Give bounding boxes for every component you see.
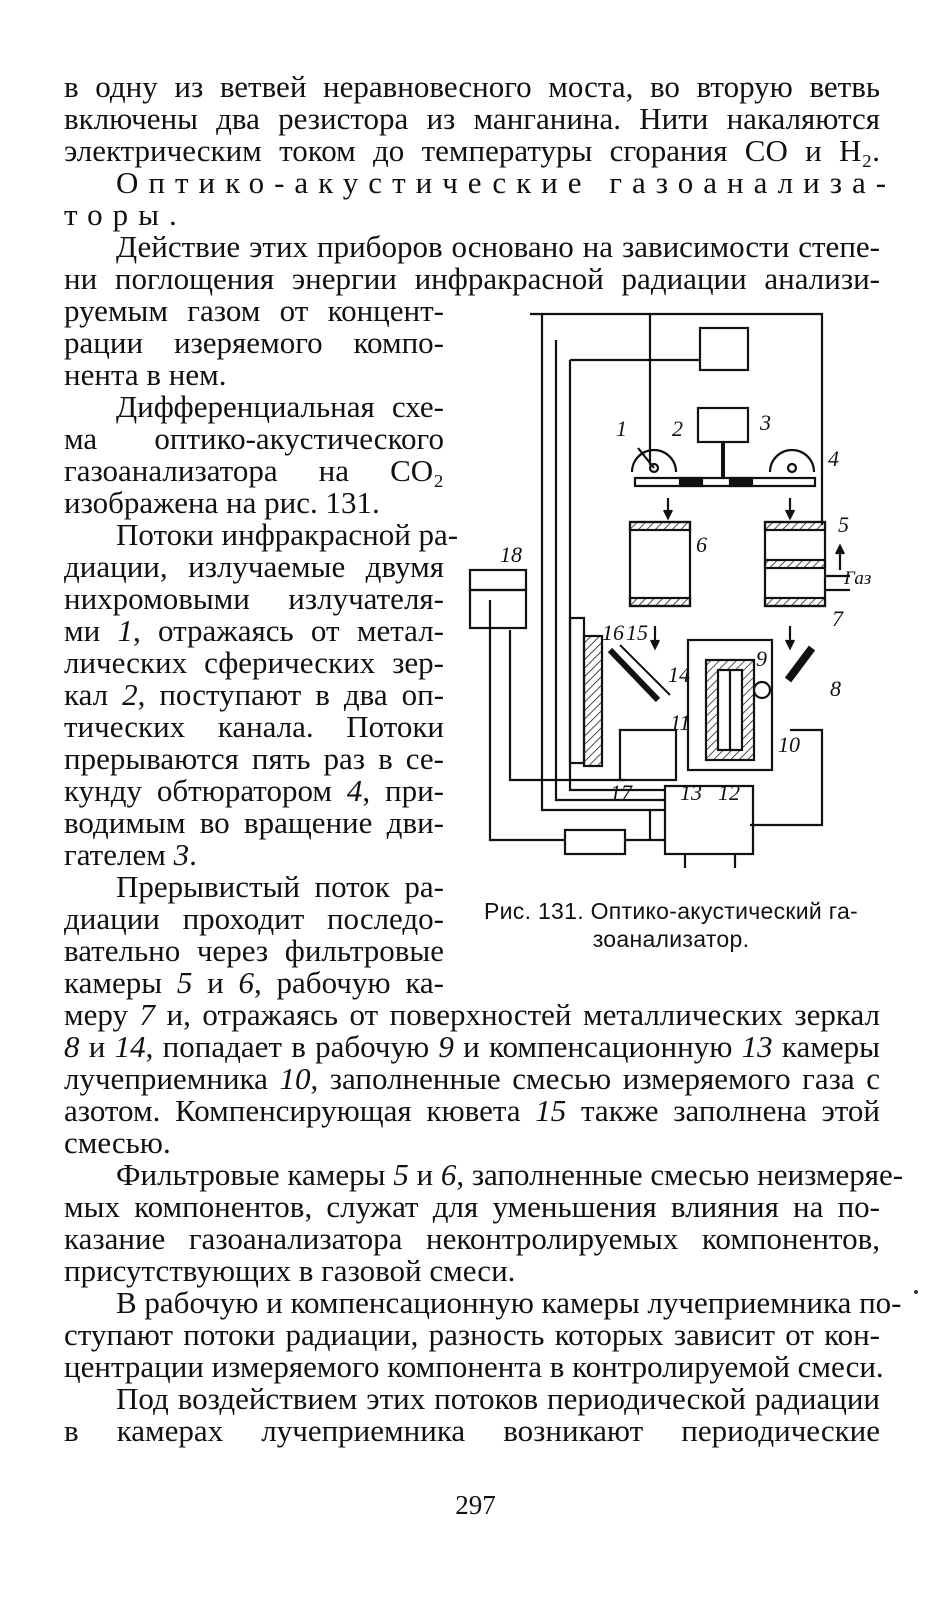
text-line: Под воздействием этих потоков периодической радиации — [116, 1381, 880, 1416]
text-line: включены два резистора из манганина. Нити накаляются — [64, 101, 880, 136]
text-run: , поступают в два оп- — [137, 677, 445, 712]
ref-number: 7 — [139, 997, 155, 1032]
text-run: также заполнена этой — [566, 1093, 880, 1128]
ref-number: 10 — [279, 1061, 311, 1096]
text-run: , рабочую ка- — [254, 965, 444, 1000]
text-run: кал — [64, 677, 123, 712]
label-11: 11 — [670, 710, 691, 735]
text-run: азотом. Компенсирующая кювета — [64, 1093, 536, 1128]
filter-chamber-6 — [630, 522, 690, 606]
caption-line: Рис. 131. Оптико-акустический га- — [483, 898, 858, 924]
text-run: лучеприемника — [64, 1061, 280, 1096]
text-line: мых компонентов, служат для уменьшения влияния на по- — [64, 1189, 880, 1224]
label-2: 2 — [672, 416, 683, 441]
recorder-block-18 — [470, 590, 526, 628]
label-18: 18 — [500, 542, 522, 567]
text-run: камеры — [64, 965, 177, 1000]
text-line — [64, 614, 444, 648]
label-3: 3 — [760, 410, 771, 435]
label-7: 7 — [832, 606, 843, 631]
label-4: 4 — [828, 446, 839, 471]
mirror-left — [632, 450, 676, 472]
text-line — [64, 774, 444, 808]
figure-131 — [460, 300, 900, 890]
label-17: 17 — [610, 780, 632, 805]
text-line — [64, 1094, 880, 1128]
text-run: , заполненные смесью измеряемого газа с — [310, 1061, 880, 1096]
gas-analyzer-schematic — [460, 300, 900, 890]
label-14: 14 — [668, 662, 690, 687]
text-line: ма оптико-акустического — [64, 421, 444, 456]
label-10: 10 — [778, 732, 800, 757]
text-line: водимым во вращение дви- — [64, 805, 444, 840]
text-line: в одну из ветвей неравновесного моста, во вторую ветвь — [64, 69, 880, 104]
comb-column — [570, 618, 584, 763]
text-line: ни поглощения энергии инфракрасной радиации анализи- — [64, 261, 880, 296]
text-run: и — [192, 965, 239, 1000]
text-run: , попадает в рабочую — [145, 1029, 439, 1064]
text-run: . — [189, 837, 197, 872]
label-8: 8 — [830, 676, 841, 701]
label-13: 13 — [680, 780, 702, 805]
text-run: меру — [64, 997, 140, 1032]
text-line: Потоки инфракрасной ра- — [116, 517, 459, 552]
caption-line: зоанализатор. — [592, 926, 750, 952]
text-line — [64, 1030, 880, 1064]
mirror-right — [770, 450, 814, 472]
motor — [698, 408, 748, 442]
text-line — [64, 966, 444, 1000]
text-run: и, отражаясь от поверхностей металлических зеркал — [155, 997, 881, 1032]
text-line: Дифференциальная схе- — [116, 389, 444, 424]
ref-number: 5 — [393, 1157, 409, 1192]
block-17 — [620, 730, 676, 780]
text-run: и компенсационную — [453, 1029, 742, 1064]
text-run: и — [79, 1029, 115, 1064]
text-line: газоанализатора на CO₂ — [64, 453, 444, 488]
label-15: 15 — [626, 620, 648, 645]
label-gas: Газ — [844, 568, 872, 589]
text-run: Фильтровые камеры — [116, 1157, 394, 1192]
small-block — [565, 830, 625, 854]
text-line: в камерах лучеприемника возникают периодические — [64, 1413, 880, 1448]
ref-number: 8 — [64, 1029, 80, 1064]
text-line: центрации измеряемого компонента в контролируемой смеси. — [64, 1349, 884, 1384]
text-line: электрическим током до температуры сгорания CO и H₂. — [64, 133, 880, 168]
text-line: Прерывистый поток ра- — [116, 869, 444, 904]
ref-number: 15 — [535, 1093, 567, 1128]
text-run: гателем — [64, 837, 174, 872]
ref-number: 6 — [238, 965, 255, 1000]
text-line: руемым газом от концент- — [64, 293, 444, 328]
text-line: нента в нем. — [64, 357, 227, 392]
ref-number: 4 — [346, 773, 363, 808]
section-heading-continued: торы. — [64, 197, 187, 232]
label-1: 1 — [616, 416, 627, 441]
label-16: 16 — [602, 620, 624, 645]
ref-number: 9 — [438, 1029, 454, 1064]
text-line: казание газоанализатора неконтролируемых компонентов, — [64, 1221, 880, 1256]
ref-number: 14 — [114, 1029, 146, 1064]
text-line — [64, 1062, 880, 1096]
page-number: 297 — [455, 1490, 496, 1520]
text-line — [64, 838, 444, 872]
ref-number: 3 — [173, 837, 190, 872]
text-line: изображена на рис. 131. — [64, 485, 380, 520]
obturator — [635, 478, 815, 486]
text-line: присутствующих в газовой смеси. — [64, 1253, 516, 1288]
text-line: смесью. — [64, 1125, 171, 1160]
text-line: вательно через фильтровые — [64, 933, 444, 968]
text-line: тических канала. Потоки — [64, 709, 444, 744]
text-line: лических сферических зер- — [64, 645, 444, 680]
ref-number: 13 — [741, 1029, 773, 1064]
text-line — [64, 998, 880, 1032]
text-run: , отражаясь от метал- — [133, 613, 444, 648]
text-run: ми — [64, 613, 118, 648]
text-line: рации изеряемого компо- — [64, 325, 444, 360]
section-heading: Оптико-акустические газоанализа- — [116, 165, 897, 200]
margin-mark — [914, 1290, 918, 1294]
power-block — [700, 328, 748, 370]
figure-caption — [456, 897, 886, 953]
ref-number: 6 — [440, 1157, 457, 1192]
text-line: В рабочую и компенсационную камеры лучеприемника по- — [116, 1285, 902, 1320]
text-run: , при- — [362, 773, 444, 808]
label-9: 9 — [756, 646, 767, 671]
label-12: 12 — [718, 780, 740, 805]
text-run: и — [408, 1157, 441, 1192]
text-line: Действие этих приборов основано на зависимости степе- — [116, 229, 880, 264]
text-run: кунду обтюратором — [64, 773, 347, 808]
text-line — [64, 678, 444, 712]
text-line: ступают потоки радиации, разность которых зависит от кон- — [64, 1317, 880, 1352]
text-line: диации проходит последо- — [64, 901, 444, 936]
ref-number: 5 — [176, 965, 193, 1000]
ref-number: 1 — [117, 613, 133, 648]
label-5: 5 — [838, 512, 849, 537]
ref-number: 2 — [122, 677, 138, 712]
text-line: диации, излучаемые двумя — [64, 549, 444, 584]
text-line: нихромовыми излучателя- — [64, 581, 444, 616]
text-run: , заполненные смесью неизмеряе- — [456, 1157, 904, 1192]
text-run: камеры — [772, 1029, 880, 1064]
text-line — [116, 1157, 904, 1192]
text-line: прерываются пять раз в се- — [64, 741, 444, 776]
label-6: 6 — [696, 532, 707, 557]
